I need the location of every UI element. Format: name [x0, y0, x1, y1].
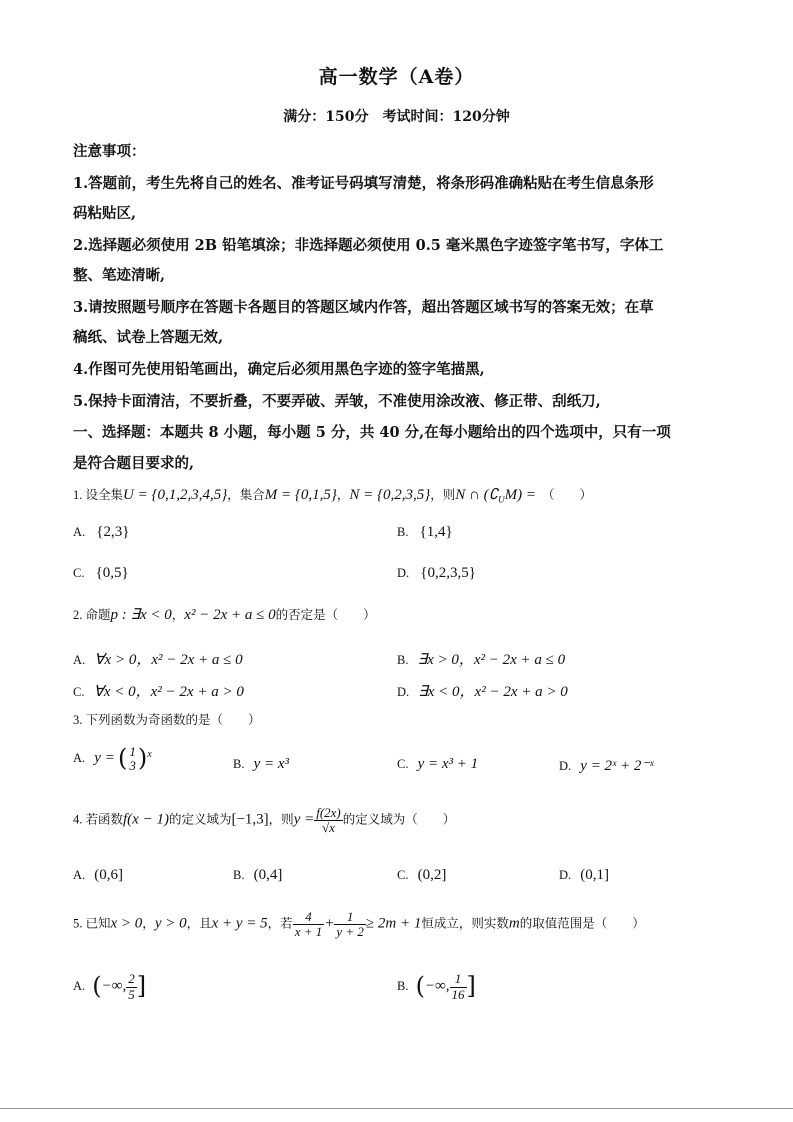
left-paren: (	[92, 972, 102, 1000]
denominator: 5	[128, 986, 135, 1002]
option-label: B.	[397, 653, 409, 667]
note-3-line-2: 稿纸、试卷上答题无效,	[73, 329, 224, 346]
q5-text: ，若	[267, 916, 293, 931]
option-value: ∃x > 0，x² − 2x + a ≤ 0	[417, 652, 566, 668]
q5-fraction-2	[334, 910, 366, 940]
option-label: B.	[397, 525, 409, 539]
q1-option-a	[73, 524, 129, 541]
option-label: B.	[397, 979, 409, 993]
fraction	[126, 972, 137, 1002]
question-5-stem	[73, 910, 645, 940]
option-lhs: y =	[94, 750, 115, 766]
numerator: 1	[129, 743, 136, 759]
exam-info: 满分：150分 考试时间：120分钟	[283, 109, 510, 125]
q4-function: f(x − 1)	[123, 811, 169, 828]
section-heading-line-2: 是符合题目要求的,	[73, 455, 195, 472]
q3-option-b	[233, 756, 289, 773]
option-label: C.	[73, 566, 85, 580]
exponent: x	[147, 748, 152, 760]
option-label: D.	[559, 868, 572, 882]
q4-option-c	[397, 867, 446, 884]
q5-condition-x: x > 0	[110, 915, 143, 932]
left-paren: (	[117, 744, 128, 772]
option-label: D.	[559, 759, 572, 773]
q1-expression: N ∩ (∁	[455, 487, 499, 503]
q2-option-d	[397, 680, 568, 701]
option-value: y = x³ + 1	[417, 756, 479, 772]
q1-text: ，集合	[227, 488, 265, 502]
q3-option-d	[559, 756, 654, 775]
option-value: y = x³	[253, 756, 290, 772]
section-heading-line-1: 一、选择题：本题共 8 小题，每小题 5 分，共 40 分,在每小题给出的四个选项中，只有一项	[73, 424, 671, 441]
option-label: C.	[397, 868, 409, 882]
option-label: A.	[73, 653, 86, 667]
q5-condition-sum: x + y = 5	[211, 915, 268, 932]
numerator: 1	[454, 971, 462, 987]
option-value: ∀x > 0，x² − 2x + a ≤ 0	[94, 652, 243, 668]
option-prefix: −∞,	[424, 978, 450, 994]
q5-condition-y: y > 0	[154, 915, 187, 932]
q4-text: 的定义域为	[168, 812, 232, 827]
denominator: y + 2	[336, 924, 364, 940]
question-2-stem	[73, 605, 376, 624]
question-3-stem: 3. 下列函数为奇函数的是（ ）	[73, 713, 261, 727]
q1-prefix: 1. 设全集	[73, 488, 124, 502]
q4-domain: [−1,3]	[231, 811, 269, 828]
notes-heading: 注意事项：	[73, 143, 146, 160]
denominator: 16	[451, 986, 465, 1002]
q4-option-d	[559, 867, 609, 884]
q1-option-d	[397, 565, 476, 582]
note-1-line-1: 1.答题前，考生先将自己的姓名、准考证号码填写清楚，将条形码准确粘贴在考生信息条形	[73, 175, 654, 192]
option-value: {2,3}	[96, 524, 130, 540]
denominator: 3	[129, 758, 136, 774]
q1-set-m: M = {0,1,5}	[264, 487, 337, 503]
fraction	[127, 745, 138, 774]
question-1-stem	[73, 485, 592, 505]
q4-prefix: 4. 若函数	[73, 812, 124, 827]
option-label: B.	[233, 868, 245, 882]
right-bracket: ]	[136, 972, 147, 1000]
numerator: 1	[346, 909, 354, 924]
q1-option-c	[73, 565, 129, 582]
q1-answer-blank: （ ）	[542, 488, 593, 502]
numerator: 2	[128, 971, 135, 987]
q5-suffix: 的取值范围是（ ）	[519, 916, 645, 931]
note-2-line-2: 整、笔迹清晰,	[73, 267, 166, 284]
q2-proposition: p : ∃x < 0	[110, 607, 172, 623]
q1-text: ，则	[430, 488, 456, 502]
q2-option-c	[73, 680, 244, 701]
q5-prefix: 5. 已知	[73, 916, 111, 931]
option-value: (0,2]	[417, 867, 447, 883]
q3-option-a	[73, 744, 152, 773]
page-title: 高一数学（A卷）	[318, 66, 475, 88]
note-4: 4.作图可先使用铅笔画出，确定后必须用黑色字迹的签字笔描黑,	[73, 361, 485, 378]
option-value: (0,6]	[94, 867, 124, 883]
q5-option-a	[73, 972, 146, 1002]
page-bottom-rule	[0, 1108, 793, 1109]
option-label: A.	[73, 751, 86, 765]
q1-set-u: U = {0,1,2,3,4,5}	[123, 487, 228, 503]
option-label: B.	[233, 757, 245, 771]
option-value: {1,4}	[419, 524, 453, 540]
q5-rhs: ≥ 2m + 1	[365, 915, 422, 932]
option-label: A.	[73, 868, 86, 882]
q4-option-b	[233, 867, 282, 884]
q2-option-b	[397, 648, 565, 669]
note-2-line-1: 2.选择题必须使用 2B 铅笔填涂；非选择题必须使用 0.5 毫米黑色字迹签字笔书写，字体工	[73, 237, 664, 254]
option-value: (0,1]	[580, 867, 610, 883]
q5-option-b	[397, 972, 476, 1002]
numerator: f(2x)	[316, 805, 341, 820]
option-value: {0,5}	[95, 565, 129, 581]
option-value: (0,4]	[253, 867, 283, 883]
q4-text: ，则	[268, 812, 294, 827]
q2-suffix: 的否定是（ ）	[275, 608, 376, 622]
q5-fraction-1	[293, 910, 325, 940]
denominator: √x	[314, 820, 343, 835]
q4-suffix: 的定义域为（ ）	[342, 812, 456, 827]
note-3-line-1: 3.请按照题号顺序在答题卡各题目的答题区域内作答，超出答题区域书写的答案无效；在草	[73, 299, 654, 316]
option-label: D.	[397, 685, 410, 699]
q2-text: ，	[171, 608, 185, 622]
q1-option-b	[397, 524, 453, 541]
note-1-line-2: 码粘贴区,	[73, 205, 137, 222]
q1-set-n: N = {0,2,3,5}	[349, 487, 431, 503]
option-label: D.	[397, 566, 410, 580]
q4-lhs: y =	[293, 811, 315, 828]
plus-sign: +	[324, 915, 335, 932]
option-label: C.	[397, 757, 409, 771]
q5-text: 恒成立，则实数	[421, 916, 509, 931]
q1-expression-end: M) =	[504, 487, 537, 503]
q4-fraction	[314, 806, 343, 836]
q2-option-a	[73, 648, 243, 669]
left-paren: (	[415, 972, 425, 1000]
q5-text: ，	[142, 916, 155, 931]
q5-text: ，且	[186, 916, 212, 931]
q4-option-a	[73, 867, 123, 884]
q2-prefix: 2. 命题	[73, 608, 111, 622]
option-value: y = 2ˣ + 2⁻ˣ	[580, 758, 654, 774]
q5-variable-m: m	[508, 915, 520, 932]
right-bracket: ]	[466, 972, 476, 1000]
note-5: 5.保持卡面清洁，不要折叠，不要弄破、弄皱，不准使用涂改液、修正带、刮纸刀,	[73, 393, 601, 410]
option-label: C.	[73, 685, 85, 699]
option-label: A.	[73, 525, 86, 539]
option-prefix: −∞,	[101, 978, 127, 994]
denominator: x + 1	[294, 924, 323, 940]
q1-subscript: U	[498, 494, 505, 505]
option-label: A.	[73, 979, 86, 993]
q3-option-c	[397, 756, 478, 773]
q1-text: ，	[336, 488, 350, 502]
option-value: {0,2,3,5}	[420, 565, 476, 581]
question-4-stem	[73, 806, 455, 836]
option-value: ∃x < 0，x² − 2x + a > 0	[418, 684, 568, 700]
numerator: 4	[305, 909, 312, 924]
q2-inequality: x² − 2x + a ≤ 0	[184, 607, 276, 623]
option-value: ∀x < 0，x² − 2x + a > 0	[93, 684, 244, 700]
fraction	[450, 972, 467, 1002]
right-paren: )	[137, 744, 148, 772]
